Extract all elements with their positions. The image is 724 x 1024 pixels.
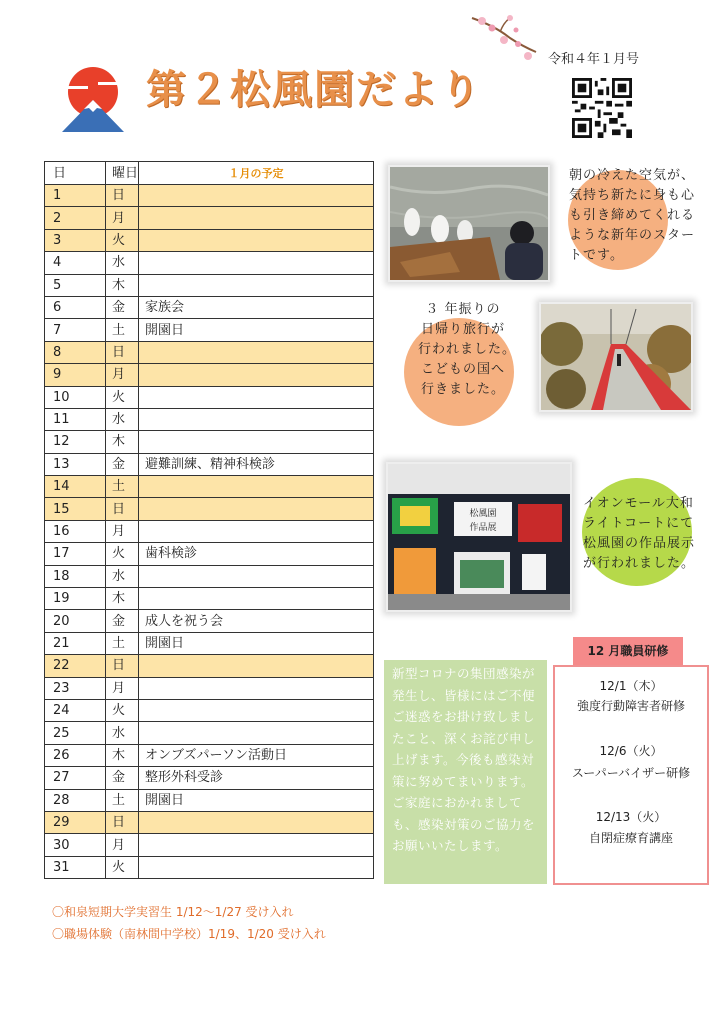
table-row	[45, 431, 374, 453]
weekday-cell: 日	[106, 655, 139, 677]
staff-training-label: 12 月職員研修	[573, 637, 683, 665]
caption-line: ３ 年振りの	[425, 302, 501, 317]
weekday-cell: 火	[106, 856, 139, 878]
photo-art-exhibit	[386, 462, 572, 612]
day-cell: 30	[45, 834, 106, 856]
table-row	[45, 565, 374, 587]
photo-swans	[388, 165, 550, 282]
table-row	[45, 543, 374, 565]
weekday-cell: 金	[106, 767, 139, 789]
weekday-cell: 木	[106, 274, 139, 296]
event-cell	[139, 476, 374, 498]
header-day: 日	[45, 162, 106, 185]
table-row	[45, 588, 374, 610]
table-row	[45, 319, 374, 341]
day-cell: 4	[45, 252, 106, 274]
event-cell	[139, 431, 374, 453]
weekday-cell: 木	[106, 744, 139, 766]
caption-line: 行きました。	[420, 382, 505, 397]
table-row	[45, 699, 374, 721]
table-row	[45, 408, 374, 430]
weekday-cell: 日	[106, 185, 139, 207]
day-cell: 17	[45, 543, 106, 565]
table-row	[45, 386, 374, 408]
event-cell	[139, 677, 374, 699]
day-cell: 15	[45, 498, 106, 520]
table-row	[45, 856, 374, 878]
weekday-cell: 金	[106, 296, 139, 318]
table-row	[45, 341, 374, 363]
training-date: 12/1（木）	[599, 679, 663, 693]
day-cell: 11	[45, 408, 106, 430]
event-cell	[139, 229, 374, 251]
event-cell	[139, 364, 374, 386]
event-cell: 開園日	[139, 319, 374, 341]
day-cell: 27	[45, 767, 106, 789]
day-cell: 22	[45, 655, 106, 677]
schedule-table	[44, 161, 374, 879]
weekday-cell: 水	[106, 408, 139, 430]
weekday-cell: 水	[106, 565, 139, 587]
day-cell: 20	[45, 610, 106, 632]
table-row	[45, 520, 374, 542]
header-schedule: １月の予定	[139, 162, 374, 185]
day-cell: 3	[45, 229, 106, 251]
caption-line: 朝の冷えた空気が、	[569, 168, 696, 183]
day-cell: 2	[45, 207, 106, 229]
issue-label: 令和４年１月号	[548, 52, 640, 67]
day-cell: 16	[45, 520, 106, 542]
caption-line: こどもの国へ	[420, 362, 505, 377]
table-row	[45, 655, 374, 677]
day-cell: 21	[45, 632, 106, 654]
table-row	[45, 229, 374, 251]
caption-line: 松風園の作品展示	[583, 536, 696, 551]
training-name: スーパーバイザー研修	[571, 766, 691, 780]
caption-line: が行われました。	[583, 556, 696, 571]
day-cell: 29	[45, 811, 106, 833]
event-cell	[139, 588, 374, 610]
table-row	[45, 834, 374, 856]
covid-notice-text: 新型コロナの集団感染が発生し、皆様にはご不便ご迷惑をお掛け致しましたこと、深くお詫び申し上げます。今後も感染対策に努めてまいります。ご家庭におかれましても、感染対策のご協力をお願いいたします。	[392, 666, 536, 853]
day-cell: 13	[45, 453, 106, 475]
day-cell: 12	[45, 431, 106, 453]
weekday-cell: 水	[106, 722, 139, 744]
weekday-cell: 土	[106, 476, 139, 498]
event-cell	[139, 386, 374, 408]
weekday-cell: 月	[106, 520, 139, 542]
caption-line: トです。	[569, 248, 624, 263]
day-cell: 6	[45, 296, 106, 318]
event-cell: オンブズパーソン活動日	[139, 744, 374, 766]
weekday-cell: 火	[106, 543, 139, 565]
header-weekday: 曜日	[106, 162, 139, 185]
day-cell: 8	[45, 341, 106, 363]
event-cell	[139, 811, 374, 833]
weekday-cell: 火	[106, 386, 139, 408]
caption-line: も引き締めてくれる	[569, 208, 696, 223]
event-cell	[139, 207, 374, 229]
day-cell: 24	[45, 699, 106, 721]
table-row	[45, 610, 374, 632]
weekday-cell: 火	[106, 699, 139, 721]
event-cell	[139, 565, 374, 587]
footnote-work-experience: 〇職場体験（南林間中学校）1/19、1/20 受け入れ	[52, 927, 326, 941]
weekday-cell: 金	[106, 453, 139, 475]
exhibit-caption	[583, 494, 695, 574]
table-header-row	[45, 162, 374, 185]
weekday-cell: 土	[106, 789, 139, 811]
new-year-caption	[569, 166, 695, 266]
exhibit-sign-line: 松風園	[469, 509, 497, 519]
weekday-cell: 火	[106, 229, 139, 251]
table-row	[45, 632, 374, 654]
event-cell	[139, 274, 374, 296]
caption-line: ような新年のスター	[569, 228, 696, 243]
event-cell	[139, 655, 374, 677]
qr-code[interactable]	[572, 78, 632, 138]
event-cell	[139, 722, 374, 744]
table-row	[45, 364, 374, 386]
day-cell: 5	[45, 274, 106, 296]
day-cell: 1	[45, 185, 106, 207]
caption-line: 気持ち新たに身も心	[569, 188, 696, 203]
table-row	[45, 498, 374, 520]
event-cell	[139, 341, 374, 363]
day-cell: 9	[45, 364, 106, 386]
event-cell	[139, 408, 374, 430]
weekday-cell: 金	[106, 610, 139, 632]
caption-line: 日帰り旅行が	[420, 322, 505, 337]
event-cell: 開園日	[139, 789, 374, 811]
event-cell: 歯科検診	[139, 543, 374, 565]
event-cell	[139, 856, 374, 878]
day-cell: 26	[45, 744, 106, 766]
weekday-cell: 月	[106, 364, 139, 386]
trip-caption	[418, 300, 517, 400]
weekday-cell: 日	[106, 341, 139, 363]
day-cell: 31	[45, 856, 106, 878]
table-row	[45, 453, 374, 475]
table-row	[45, 744, 374, 766]
event-cell	[139, 498, 374, 520]
weekday-cell: 木	[106, 588, 139, 610]
event-cell: 成人を祝う会	[139, 610, 374, 632]
table-row	[45, 252, 374, 274]
day-cell: 28	[45, 789, 106, 811]
weekday-cell: 日	[106, 811, 139, 833]
newsletter-title: 第２松風園だより	[146, 67, 482, 113]
weekday-cell: 木	[106, 431, 139, 453]
caption-line: 行われました。	[418, 342, 517, 357]
day-cell: 18	[45, 565, 106, 587]
event-cell: 避難訓練、精神科検診	[139, 453, 374, 475]
table-row	[45, 789, 374, 811]
table-row	[45, 274, 374, 296]
event-cell: 家族会	[139, 296, 374, 318]
weekday-cell: 月	[106, 207, 139, 229]
training-date: 12/6（火）	[599, 744, 663, 758]
table-row	[45, 722, 374, 744]
caption-line: イオンモール大和	[583, 496, 694, 511]
weekday-cell: 土	[106, 319, 139, 341]
table-row	[45, 185, 374, 207]
table-row	[45, 476, 374, 498]
exhibit-sign-line: 作品展	[469, 523, 497, 533]
photo-suspension-bridge	[539, 302, 693, 412]
training-name: 強度行動障害者研修	[576, 699, 685, 713]
table-row	[45, 296, 374, 318]
event-cell	[139, 252, 374, 274]
day-cell: 7	[45, 319, 106, 341]
weekday-cell: 日	[106, 498, 139, 520]
day-cell: 14	[45, 476, 106, 498]
event-cell: 整形外科受診	[139, 767, 374, 789]
table-row	[45, 677, 374, 699]
fuji-sun-logo	[60, 64, 126, 134]
event-cell	[139, 834, 374, 856]
weekday-cell: 月	[106, 677, 139, 699]
day-cell: 10	[45, 386, 106, 408]
table-row	[45, 811, 374, 833]
training-date: 12/13（火）	[595, 810, 667, 824]
weekday-cell: 水	[106, 252, 139, 274]
table-row	[45, 767, 374, 789]
table-row	[45, 207, 374, 229]
event-cell	[139, 520, 374, 542]
day-cell: 19	[45, 588, 106, 610]
day-cell: 23	[45, 677, 106, 699]
footnote-intern: 〇和泉短期大学実習生 1/12〜1/27 受け入れ	[52, 905, 294, 919]
event-cell: 開園日	[139, 632, 374, 654]
event-cell	[139, 185, 374, 207]
caption-line: ライトコートにて	[583, 516, 695, 531]
weekday-cell: 土	[106, 632, 139, 654]
event-cell	[139, 699, 374, 721]
training-name: 自閉症療育講座	[588, 831, 673, 845]
day-cell: 25	[45, 722, 106, 744]
weekday-cell: 月	[106, 834, 139, 856]
